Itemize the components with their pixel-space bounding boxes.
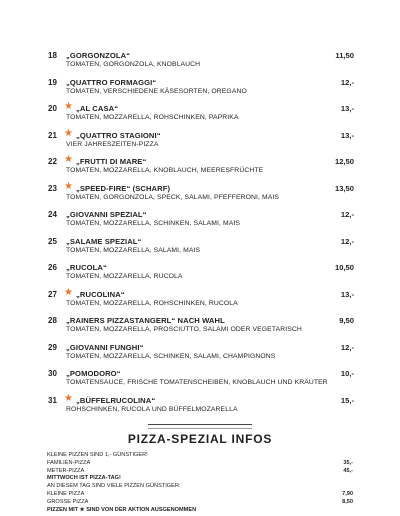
menu-item-price: 9,50 [339, 316, 354, 325]
info-row [47, 468, 353, 476]
menu-item-price: 15,- [340, 395, 354, 405]
menu-item-description: TOMATEN, MOZZARELLA, RUCOLA [66, 273, 183, 280]
info-text: METER-PIZZA [47, 467, 85, 474]
menu-item-name: „RUCOLINA“ [76, 289, 125, 299]
menu-item-number: 31 [48, 395, 57, 405]
info-text: FAMILIEN-PIZZA [47, 459, 91, 466]
info-text: KLEINE PIZZA [47, 490, 85, 497]
info-row [47, 483, 353, 491]
menu-item-description: TOMATEN, GORGONZOLA, KNOBLAUCH [66, 61, 201, 68]
menu-item-number: 30 [48, 369, 57, 378]
menu-item [0, 48, 400, 75]
menu-item [0, 313, 400, 340]
menu-item-number: 28 [48, 316, 57, 325]
menu-item [0, 393, 400, 420]
pizza-menu-list [0, 48, 400, 419]
menu-item-price: 11,50 [335, 51, 354, 60]
menu-item-name: „GORGONZOLA“ [66, 51, 131, 60]
menu-item [0, 101, 400, 128]
star-icon: ★ [64, 154, 73, 165]
menu-item [0, 154, 400, 181]
menu-item-number: 21 [48, 130, 57, 140]
menu-item-name: „GIOVANNI FUNGHI“ [66, 342, 144, 352]
info-row [47, 491, 353, 499]
menu-item-number: 29 [48, 342, 57, 352]
menu-item-description: TOMATEN, GORGONZOLA, SPECK, SALAMI, PFEFFERONI, MAIS [66, 193, 280, 201]
info-row [47, 507, 353, 515]
menu-item [0, 75, 400, 102]
menu-item-name: „AL CASA“ [76, 104, 119, 113]
menu-item-description: TOMATEN, MOZZARELLA, SCHINKEN, SALAMI, MAIS [66, 220, 240, 227]
menu-item-price: 13,50 [334, 183, 354, 193]
menu-item-description: TOMATEN, MOZZARELLA, SCHINKEN, SALAMI, CHAMPIGNONS [66, 352, 276, 360]
star-icon: ★ [64, 127, 73, 139]
menu-item [0, 234, 400, 261]
menu-item-number: 22 [48, 157, 57, 166]
section-title: PIZZA-SPEZIAL INFOS [127, 432, 273, 446]
info-price: 45,- [343, 467, 353, 474]
menu-item-price: 13,- [340, 130, 354, 140]
menu-item [0, 181, 400, 208]
star-icon: ★ [64, 101, 73, 112]
menu-item [0, 340, 400, 367]
info-list [47, 452, 353, 514]
menu-item [0, 287, 400, 314]
info-price: 7,90 [342, 490, 353, 497]
menu-item-name: „GIOVANNI SPEZIAL“ [66, 210, 147, 219]
menu-item-price: 12,50 [334, 157, 354, 166]
menu-item-name: „BÜFFELRUCOLINA“ [76, 395, 156, 405]
menu-item-name: „QUATTRO STAGIONI“ [76, 130, 161, 140]
star-icon: ★ [64, 180, 73, 192]
menu-item-price: 10,- [340, 369, 354, 378]
menu-item-number: 19 [48, 77, 57, 87]
info-text: PIZZEN MIT ★ SIND VON DER AKTION AUSGENOMMEN [47, 506, 197, 513]
menu-item-number: 20 [48, 104, 57, 113]
menu-item-number: 24 [48, 210, 57, 219]
menu-item-name: „QUATTRO FORMAGGI“ [66, 77, 157, 87]
menu-item [0, 366, 400, 393]
info-text: AN DIESEM TAG SIND VIELE PIZZEN GÜNSTIGER: [47, 483, 181, 490]
menu-item-description: ROHSCHINKEN, RUCOLA UND BÜFFELMOZARELLA [66, 405, 238, 413]
menu-item-description: VIER JAHRESZEITEN-PIZZA [66, 140, 159, 148]
menu-item-name: „RAINERS PIZZASTANGERL“ NACH WAHL [66, 316, 225, 325]
info-text: GROSSE PIZZA [47, 498, 89, 505]
menu-item-description: TOMATEN, VERSCHIEDENE KÄSESORTEN, OREGANO [66, 87, 247, 95]
menu-item-price: 12,- [340, 210, 354, 219]
menu-item-number: 26 [48, 263, 57, 272]
menu-item-description: TOMATEN, MOZZARELLA, ROHSCHINKEN, PAPRIKA [66, 114, 239, 121]
menu-item-name: „FRUTTI DI MARE“ [76, 157, 147, 166]
star-icon: ★ [64, 392, 73, 404]
menu-item-number: 23 [48, 183, 57, 193]
section-divider [148, 424, 252, 429]
info-row [47, 452, 353, 460]
menu-item-description: TOMATEN, MOZZARELLA, SALAMI, MAIS [66, 246, 201, 254]
star-icon: ★ [64, 286, 73, 298]
menu-item-price: 13,- [340, 289, 354, 299]
info-price: 35,- [343, 459, 353, 466]
menu-item-description: TOMATEN, MOZZARELLA, KNOBLAUCH, MEERESFRÜCHTE [66, 167, 264, 174]
menu-item-name: „SPEED-FIRE“ (SCHARF) [76, 183, 171, 193]
menu-item-description: TOMATEN, MOZZARELLA, ROHSCHINKEN, RUCOLA [66, 299, 238, 307]
menu-item-number: 18 [48, 51, 57, 60]
menu-item [0, 260, 400, 287]
menu-item-number: 27 [48, 289, 57, 299]
menu-item-name: „POMODORO“ [66, 369, 121, 378]
info-row [47, 460, 353, 468]
menu-item-description: TOMATEN, MOZZARELLA, PROSCIUTTO, SALAMI ODER VEGETARISCH [66, 326, 302, 333]
info-text: MITTWOCH IST PIZZA-TAG! [47, 475, 121, 482]
menu-item [0, 128, 400, 155]
info-row [47, 499, 353, 507]
menu-item-price: 10,50 [334, 263, 354, 272]
menu-item-price: 12,- [340, 236, 354, 246]
info-text: KLEINE PIZZEN SIND 1,- GÜNSTIGER! [47, 452, 148, 458]
menu-item [0, 207, 400, 234]
menu-item-price: 12,- [340, 342, 354, 352]
menu-item-number: 25 [48, 236, 57, 246]
menu-item-price: 12,- [340, 77, 354, 87]
menu-item-price: 13,- [340, 104, 354, 113]
info-price: 8,50 [342, 498, 353, 505]
menu-item-description: TOMATENSAUCE, FRISCHE TOMATENSCHEIBEN, KNOBLAUCH UND KRÄUTER [66, 379, 328, 386]
menu-item-name: „SALAME SPEZIAL“ [66, 236, 142, 246]
menu-item-name: „RUCOLA“ [66, 263, 107, 272]
